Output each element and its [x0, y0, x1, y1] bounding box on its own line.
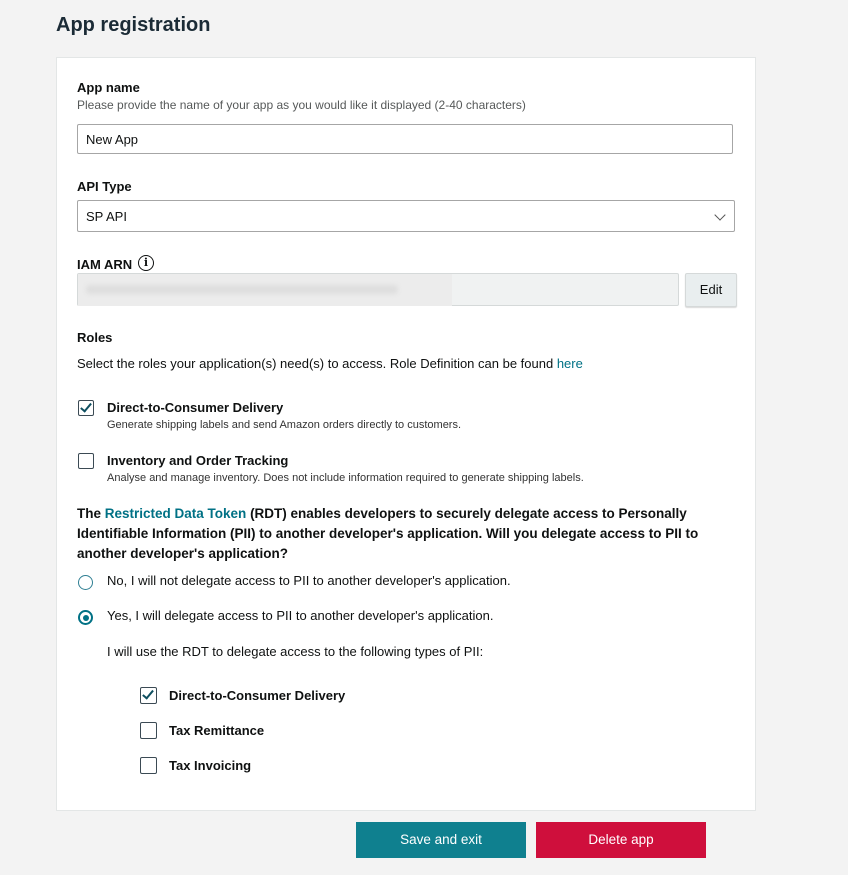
pii-label-direct-to-consumer: Direct-to-Consumer Delivery — [169, 688, 346, 703]
info-icon[interactable]: i — [138, 255, 154, 271]
role-checkbox-inventory[interactable] — [78, 453, 94, 469]
rdt-yes-radio[interactable] — [78, 610, 93, 625]
iam-arn-label: IAM ARN — [77, 257, 133, 272]
pii-checkbox-direct-to-consumer[interactable] — [140, 687, 157, 704]
redacted-arn-value — [78, 274, 452, 306]
role-title-inventory: Inventory and Order Tracking — [107, 453, 289, 468]
pii-label-tax-invoicing: Tax Invoicing — [169, 758, 252, 773]
pii-checkbox-tax-invoicing[interactable] — [140, 757, 157, 774]
rdt-no-radio[interactable] — [78, 575, 93, 590]
restricted-data-token-link[interactable]: Restricted Data Token — [104, 506, 247, 521]
role-definition-link[interactable]: here — [556, 356, 583, 371]
role-desc-direct-to-consumer: Generate shipping labels and send Amazon orders directly to customers. — [107, 419, 462, 431]
roles-title: Roles — [77, 330, 113, 345]
roles-description: Select the roles your application(s) need(s) to access. Role Definition can be found here — [77, 356, 583, 371]
page-title: App registration — [56, 14, 211, 36]
edit-iam-arn-button[interactable]: Edit — [685, 273, 737, 307]
app-name-hint: Please provide the name of your app as you would like it displayed (2-40 characters) — [77, 98, 526, 112]
pii-label-tax-remittance: Tax Remittance — [169, 723, 265, 738]
role-title-direct-to-consumer: Direct-to-Consumer Delivery — [107, 400, 284, 415]
save-and-exit-button[interactable]: Save and exit — [356, 822, 526, 858]
delete-app-button[interactable]: Delete app — [536, 822, 706, 858]
api-type-selected-value: SP API — [86, 209, 127, 224]
role-desc-inventory: Analyse and manage inventory. Does not include information required to generate shipping labels. — [107, 472, 584, 484]
rdt-yes-label: Yes, I will delegate access to PII to another developer's application. — [107, 608, 494, 623]
rdt-no-label: No, I will not delegate access to PII to another developer's application. — [107, 573, 511, 588]
app-name-label: App name — [77, 80, 140, 95]
pii-checkbox-tax-remittance[interactable] — [140, 722, 157, 739]
chevron-down-icon — [714, 209, 725, 220]
rdt-question: The Restricted Data Token (RDT) enables developers to securely delegate access to Personally Identifiable Information (PII) to another developer's application. Will you delegate access to PII to another developer's application? — [77, 506, 699, 561]
role-checkbox-direct-to-consumer[interactable] — [78, 400, 94, 416]
registration-form — [56, 57, 756, 811]
app-name-input[interactable] — [77, 124, 733, 154]
api-type-select[interactable] — [77, 200, 735, 232]
api-type-label: API Type — [77, 179, 132, 194]
iam-arn-field — [77, 273, 679, 306]
pii-intro-text: I will use the RDT to delegate access to the following types of PII: — [107, 644, 484, 659]
